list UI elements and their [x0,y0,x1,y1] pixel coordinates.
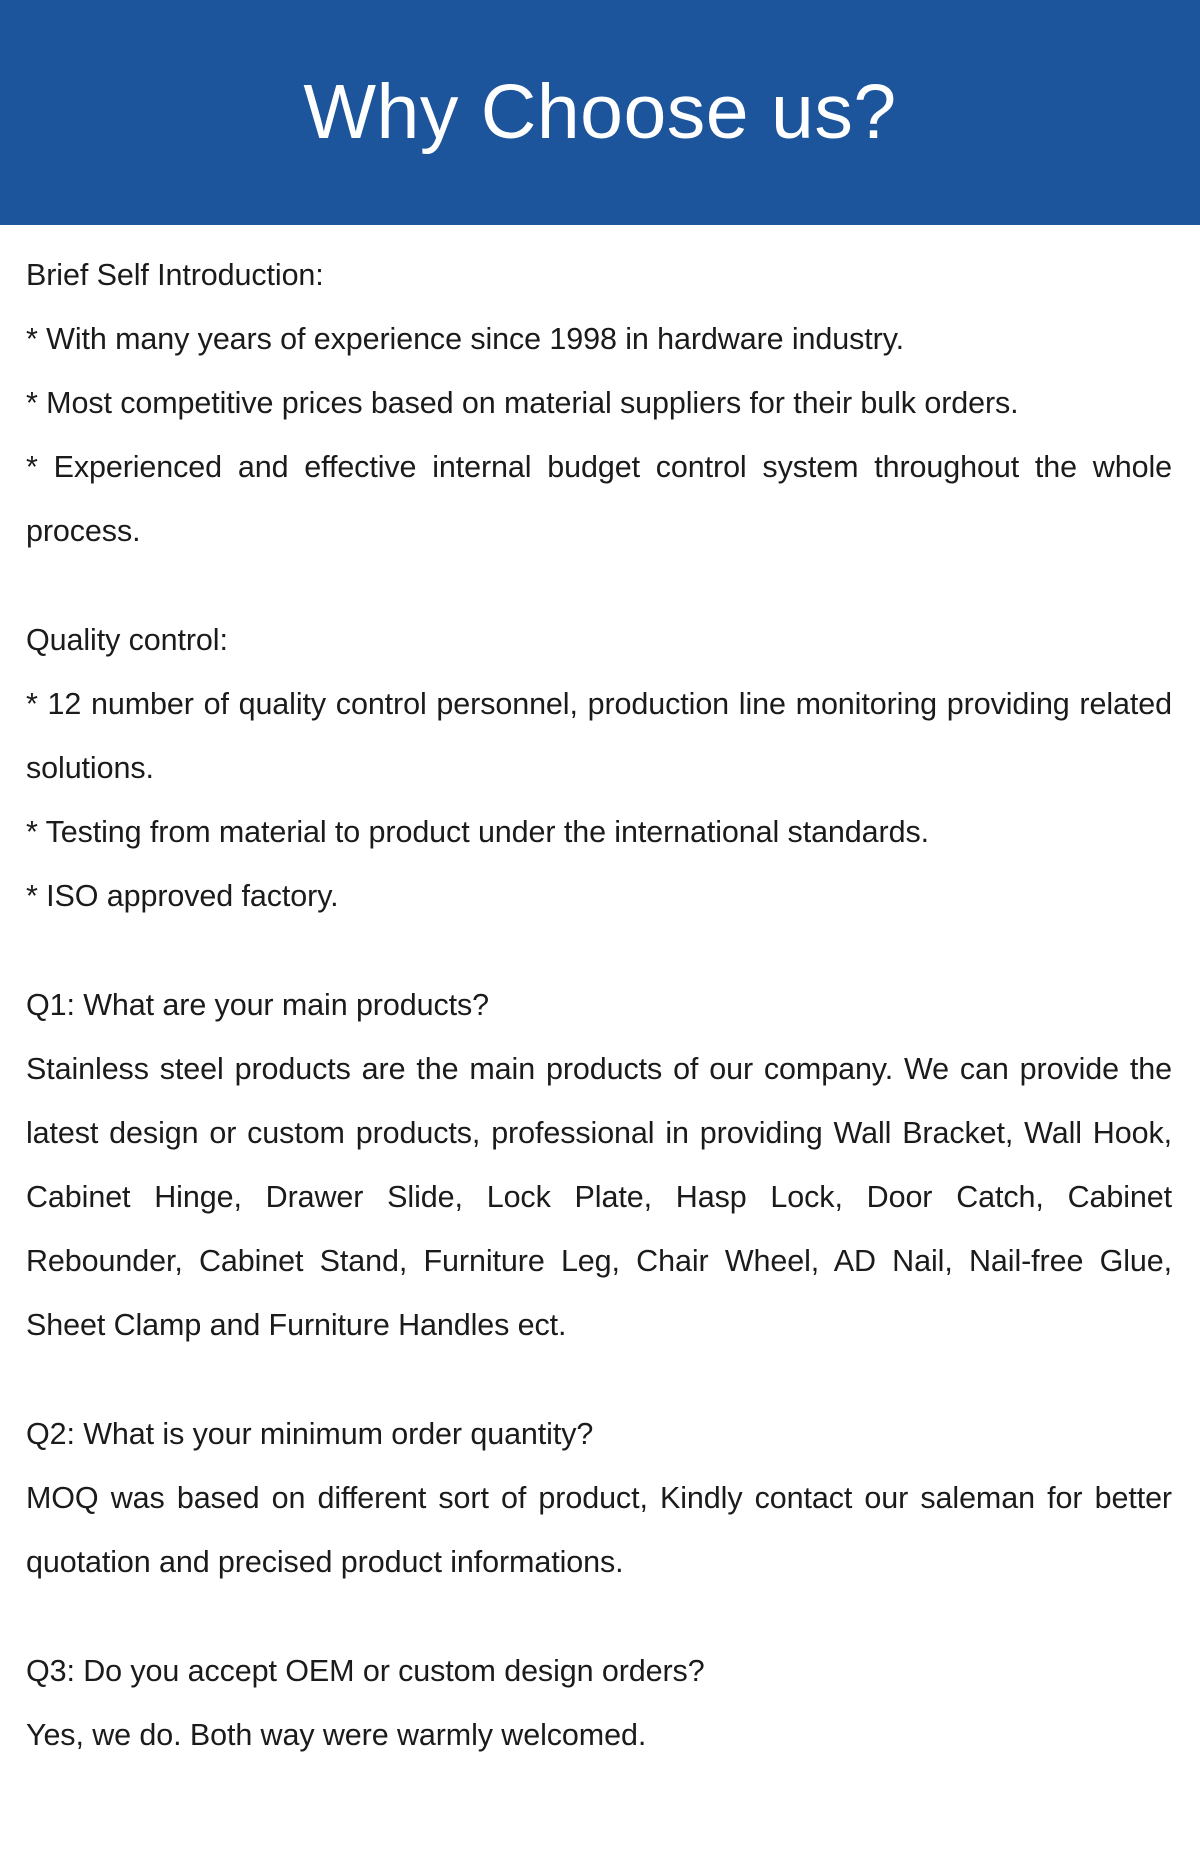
quality-bullet-1: * 12 number of quality control personnel, production line monitoring providing related solutions. [26,687,1172,785]
section-brief-self-introduction [26,243,1172,563]
faq-item-3 [26,1639,1172,1767]
spacer-after-faq-1 [26,1357,1172,1402]
spacer-after-quality [26,928,1172,973]
intro-heading: Brief Self Introduction: [26,258,324,292]
page-content [0,225,1200,1797]
spacer-after-faq-2 [26,1594,1172,1639]
faq-item-2 [26,1402,1172,1594]
page-banner [0,0,1200,225]
faq-question-3: Q3: Do you accept OEM or custom design orders? [26,1654,705,1688]
faq-answer-3: Yes, we do. Both way were warmly welcomed. [26,1718,647,1752]
intro-bullet-1: * With many years of experience since 1998 in hardware industry. [26,322,904,356]
faq-answer-2: MOQ was based on different sort of product, Kindly contact our saleman for better quotation and precised product informations. [26,1481,1172,1579]
faq-question-2: Q2: What is your minimum order quantity? [26,1417,594,1451]
intro-bullet-2: * Most competitive prices based on material suppliers for their bulk orders. [26,386,1019,420]
quality-bullet-3: * ISO approved factory. [26,879,339,913]
quality-heading: Quality control: [26,623,228,657]
faq-item-1 [26,973,1172,1357]
page-title: Why Choose us? [303,69,897,155]
intro-bullet-3: * Experienced and effective internal budget control system throughout the whole process. [26,450,1172,548]
spacer-after-intro [26,563,1172,608]
faq-answer-1: Stainless steel products are the main products of our company. We can provide the latest design or custom products, professional in providing Wall Bracket, Wall Hook, Cabinet Hinge, Drawer Slide, Lock Plate, Hasp Lock, Door Catch, Cabinet Rebounder, Cabinet Stand, Furniture Leg, Chair Wheel, AD Nail, Nail-free Glue, Sheet Clamp and Furniture Handles ect. [26,1052,1172,1342]
section-quality-control [26,608,1172,928]
quality-bullet-2: * Testing from material to product under the international standards. [26,815,929,849]
faq-question-1: Q1: What are your main products? [26,988,489,1022]
